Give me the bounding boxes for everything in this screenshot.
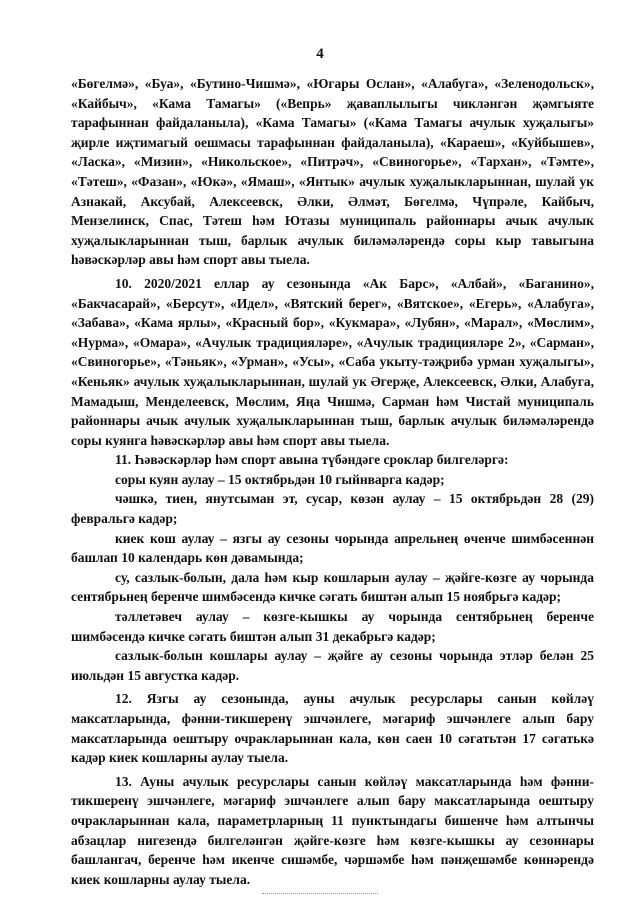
paragraph-13: 13. Ауны ачулык ресурслары санын көйләү максатларында һәм фәнни-тикшеренү эшчәнлеге, мәгариф эшчәнлеге алып бару максатларында оештыру очракларыннан кала, параметрларның 11 пунктындагы бишенче һәм алтынчы абзацлар нигезендә билгеләнгән җәйге-көзге һәм көзге-кышкы ау сезоннары башлангач, беренче һәм икенче сишәмбе, чәршәмбе һәм пәнҗешәмбе көннәрендә киек кошларны аулау тыела. bbox=[71, 773, 594, 887]
paragraph-12: 12. Язгы ау сезонында, ауны ачулык ресурслары санын көйләү максатларында, фәнни-тикшеренү эшчәнлеге, мәгариф эшчәнлеге алып бару максатларында оештыру очракларыннан кала, көн саен 10 сәгатьтән 17 сәгатькә кадәр киек кошларны аулау тыела. bbox=[71, 691, 594, 766]
paragraph-11-water-birds: су, сазлык-болын, дала һәм кыр кошларын аулау – җәйге-көзге ау чорында сентябрьнең беренче шимбәсендә кичке сәгать биштән алып 15 ноябрьгә кадәр; bbox=[71, 569, 594, 605]
paragraph-11-spring-birds: киек кош аулау – язгы ау сезоны чорында апрельнең өченче шимбәсеннән башлап 10 календарь көн дәвамында; bbox=[71, 530, 594, 566]
paragraph-11-woodcock: тәллетәвеч аулау – көзге-кышкы ау чорында сентябрьнең беренче шимбәсендә кичке сәгать биштән алып 31 декабрьгә кадәр; bbox=[71, 609, 594, 644]
footer-scan-mark bbox=[262, 893, 378, 897]
paragraph-11-furbearers: чәшкә, тиен, янутсыман эт, сусар, көзән аулау – 15 октябрьдән 28 (29) февральгә кадәр; bbox=[71, 491, 594, 527]
document-body bbox=[71, 74, 594, 889]
page-number: 4 bbox=[316, 46, 324, 62]
paragraph-11-marsh-birds: сазлык-болын кошлары аулау – җәйге ау сезоны чорында этләр белән 25 июльдән 15 августка кадәр. bbox=[71, 648, 594, 683]
paragraph-11-hare: соры куян аулау – 15 октябрьдән 10 гыйнварга кадәр; bbox=[115, 471, 445, 487]
paragraph-9-continuation: «Бөгелмә», «Буа», «Бутино-Чишмә», «Югары Ослан», «Алабуга», «Зеленодольск», «Кайбыч», «Кама Тамагы» («Вепрь» җаваплылыгы чикләнгән җәмгыяте тарафыннан файдаланыла), «Кама Тамагы» («Кама Тамагы ачулык хуҗалыгы» җирле иҗтимагый оешмасы тарафыннан файдаланыла), «Караеш», «Куйбышев», «Ласка», «Мизин», «Никольское», «Питрәч», «Свиногорье», «Тархан», «Тәмте», «Тәтеш», «Фазан», «Юкә», «Ямаш», «Янтык» ачулык хуҗалыкларыннан, шулай ук Азнакай, Аксубай, Алексеевск, Әлки, Әлмәт, Бөгелмә, Чүпрәле, Кайбыч, Мензелинск, Спас, Тәтеш һәм Ютазы муниципаль районнары ачык ачулык хуҗалыкларыннан тыш, барлык ачулык биләмәләрендә соры кыр тавыгына һәвәскәрләр авы һәм спорт авы тыела. bbox=[71, 76, 594, 268]
paragraph-11: 11. Һәвәскәрләр һәм спорт авына түбәндәге сроклар билгеләргә: bbox=[115, 452, 509, 468]
paragraph-10: 10. 2020/2021 еллар ау сезонында «Ак Барс», «Албай», «Баганино», «Бакчасарай», «Берсут», «Идел», «Вятский берег», «Вятское», «Егерь», «Алабуга», «Забава», «Кама ярлы», «Красный бор», «Кукмара», «Лубян», «Марал», «Мөслим», «Нурма», «Омара», «Ачулык традицияләре», «Ачулык традицияләре 2», «Сарман», «Свиногорье», «Тәньяк», «Урман», «Усы», «Саба укыту-тәҗрибә урман хуҗалыгы», «Кеньяк» ачулык хуҗалыкларыннан, шулай ук Әгерҗе, Алексеевск, Әлки, Алабуга, Мамадыш, Менделеевск, Мөслим, Яңа Чишмә, Сарман һәм Чистай муниципаль районнары ачык ачулык хуҗалыкларыннан тыш, барлык ачулык биләмәләрендә соры куянга һәвәскәрләр авы һәм спорт авы тыела. bbox=[71, 275, 594, 448]
